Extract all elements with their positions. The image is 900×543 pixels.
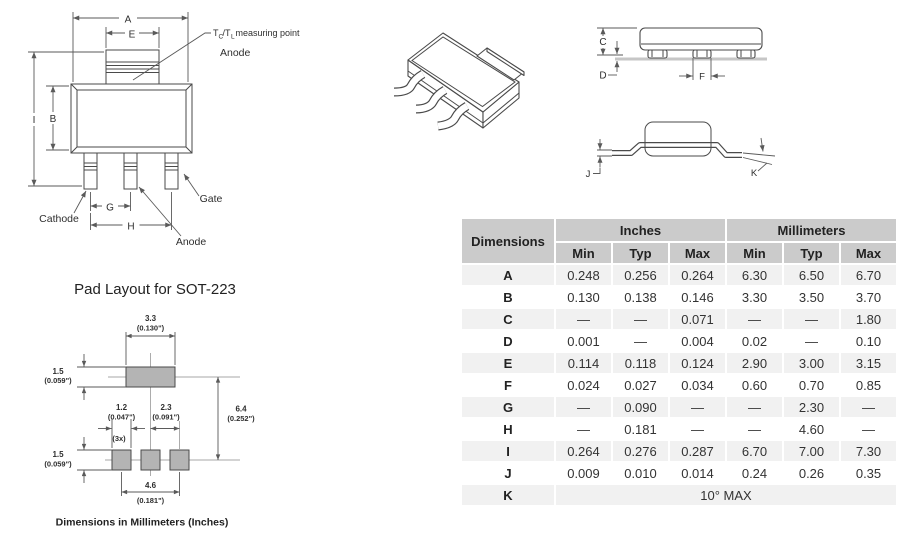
dim-b-label: B — [49, 114, 57, 125]
dim-letter: J — [461, 462, 555, 484]
dim-letter: I — [461, 440, 555, 462]
value-cell: 0.264 — [669, 264, 726, 286]
lead-gate — [165, 153, 178, 189]
value-cell: — — [555, 396, 612, 418]
value-cell: 3.70 — [840, 286, 897, 308]
value-cell: 0.010 — [612, 462, 669, 484]
anode-top-label: Anode — [220, 47, 251, 59]
value-cell: 7.00 — [783, 440, 840, 462]
group-header-inches: Inches — [555, 218, 726, 242]
top-pad-height-in: (0.059") — [44, 376, 72, 385]
table-row — [461, 418, 897, 440]
col-header-max-in: Max — [669, 242, 726, 264]
value-cell: 0.024 — [555, 374, 612, 396]
table-row — [461, 374, 897, 396]
value-cell: 3.15 — [840, 352, 897, 374]
value-cell: 0.014 — [669, 462, 726, 484]
value-cell: — — [726, 396, 783, 418]
value-cell: 0.248 — [555, 264, 612, 286]
dim-letter: A — [461, 264, 555, 286]
table-row — [461, 352, 897, 374]
value-cell: — — [669, 418, 726, 440]
dim-j-label: J — [585, 169, 591, 180]
lead-anode — [124, 153, 137, 189]
value-cell: 0.10 — [840, 330, 897, 352]
lead-pad-2 — [141, 450, 160, 470]
gate-leader — [184, 174, 199, 196]
svg-text:measuring point: measuring point — [235, 28, 300, 38]
pad-layout-caption: Dimensions in Millimeters (Inches) — [55, 516, 229, 529]
dim-letter: B — [461, 286, 555, 308]
value-cell: — — [726, 308, 783, 330]
package-3d-body — [408, 33, 524, 128]
value-cell: 0.02 — [726, 330, 783, 352]
body-outline — [71, 84, 192, 153]
dim-k-label: K — [750, 168, 758, 179]
isometric-view-drawing — [365, 12, 545, 167]
value-cell: 7.30 — [840, 440, 897, 462]
value-cell: 0.287 — [669, 440, 726, 462]
value-cell: 6.70 — [840, 264, 897, 286]
dim-c-label: C — [599, 37, 607, 48]
value-cell: 3.00 — [783, 352, 840, 374]
col-header-dimensions: Dimensions — [461, 218, 555, 264]
value-cell: 0.124 — [669, 352, 726, 374]
dim-e-label: E — [128, 29, 136, 41]
lead-pad-height-mm: 1.5 — [52, 450, 64, 459]
top-pad-width-in: (0.130") — [136, 323, 165, 333]
value-cell: — — [555, 418, 612, 440]
lead-pitch-in: (0.091") — [152, 412, 180, 422]
top-pad-width-mm: 3.3 — [144, 314, 157, 323]
dim-letter: K — [461, 484, 555, 506]
table-row — [461, 330, 897, 352]
value-cell: 0.24 — [726, 462, 783, 484]
svg-text:C: C — [218, 33, 224, 41]
lead-cathode — [84, 153, 97, 189]
dim-a-label: A — [124, 14, 132, 26]
value-cell: 0.70 — [783, 374, 840, 396]
value-cell: 0.256 — [612, 264, 669, 286]
outer-lead-span-mm: 4.6 — [144, 481, 157, 490]
pad-layout-title: Pad Layout for SOT-223 — [74, 281, 236, 298]
pad-dimension-lines — [77, 332, 218, 496]
row-pitch-mm: 6.4 — [235, 404, 247, 414]
value-cell: — — [555, 308, 612, 330]
col-header-max-mm: Max — [840, 242, 897, 264]
value-cell: 0.034 — [669, 374, 726, 396]
value-cell: — — [783, 308, 840, 330]
table-row — [461, 396, 897, 418]
value-cell: 0.35 — [840, 462, 897, 484]
value-cell: 0.071 — [669, 308, 726, 330]
value-cell: 2.30 — [783, 396, 840, 418]
value-cell: 0.60 — [726, 374, 783, 396]
table-row — [461, 462, 897, 484]
value-cell: 6.50 — [783, 264, 840, 286]
value-cell: 2.90 — [726, 352, 783, 374]
dim-d-label: D — [599, 70, 607, 82]
lead-pad-1 — [112, 450, 131, 470]
dimensions-table — [460, 217, 898, 507]
dim-h-label: H — [127, 221, 135, 233]
svg-text:L: L — [231, 33, 235, 41]
value-cell: — — [612, 330, 669, 352]
anode-leader — [139, 187, 181, 236]
col-header-typ-mm: Typ — [783, 242, 840, 264]
anode-bottom-label: Anode — [175, 236, 207, 248]
outer-lead-span-in: (0.181") — [136, 496, 165, 505]
top-pad-height-mm: 1.5 — [52, 367, 64, 376]
col-header-typ-in: Typ — [612, 242, 669, 264]
value-cell: 0.009 — [555, 462, 612, 484]
value-cell: 0.114 — [555, 352, 612, 374]
dim-letter: C — [461, 308, 555, 330]
dim-letter: G — [461, 396, 555, 418]
value-cell: 0.276 — [612, 440, 669, 462]
value-cell: 6.30 — [726, 264, 783, 286]
dim-f-label: F — [699, 71, 705, 83]
gate-label: Gate — [199, 193, 223, 205]
group-header-millimeters: Millimeters — [726, 218, 897, 242]
value-cell: 0.146 — [669, 286, 726, 308]
row-pitch-in: (0.252") — [227, 414, 255, 423]
dim-letter: F — [461, 374, 555, 396]
lead-pad-width-in: (0.047") — [107, 412, 136, 422]
lead-pitch-mm: 2.3 — [160, 403, 172, 412]
value-cell: 0.090 — [612, 396, 669, 418]
value-cell: 3.50 — [783, 286, 840, 308]
dim-letter: H — [461, 418, 555, 440]
lead-pad-3 — [170, 450, 189, 470]
side-views-drawing — [575, 10, 805, 205]
col-header-min-in: Min — [555, 242, 612, 264]
measuring-point-label: T — [213, 28, 219, 38]
tab-pad — [126, 367, 175, 387]
svg-text:/T: /T — [222, 28, 231, 38]
value-cell: 0.85 — [840, 374, 897, 396]
value-cell: 0.027 — [612, 374, 669, 396]
value-cell: — — [840, 418, 897, 440]
value-cell: — — [669, 396, 726, 418]
value-cell: 0.264 — [555, 440, 612, 462]
value-cell: — — [783, 330, 840, 352]
lead-pad-height-in: (0.059") — [44, 459, 72, 469]
dim-g-label: G — [106, 202, 114, 214]
table-row — [461, 286, 897, 308]
table-row — [461, 264, 897, 286]
table-row — [461, 308, 897, 330]
value-cell: 6.70 — [726, 440, 783, 462]
table-row — [461, 440, 897, 462]
cathode-label: Cathode — [39, 213, 79, 225]
table-header-row — [461, 218, 897, 242]
dim-i-label: I — [32, 115, 36, 126]
value-cell: 0.004 — [669, 330, 726, 352]
elevation-view — [597, 28, 767, 83]
value-cell: 0.181 — [612, 418, 669, 440]
front-view-drawing — [0, 0, 310, 260]
cathode-leader — [74, 191, 86, 213]
value-cell: — — [612, 308, 669, 330]
value-cell: 1.80 — [840, 308, 897, 330]
value-cell: 0.001 — [555, 330, 612, 352]
value-cell: 0.26 — [783, 462, 840, 484]
value-cell: 0.130 — [555, 286, 612, 308]
table-row-k — [461, 484, 897, 506]
pad-layout-drawing — [30, 280, 290, 540]
dim-letter: E — [461, 352, 555, 374]
lead-pad-width-mm: 1.2 — [115, 403, 128, 412]
value-cell: 0.138 — [612, 286, 669, 308]
value-cell-span: 10° MAX — [555, 484, 897, 506]
value-cell: 3.30 — [726, 286, 783, 308]
package-front-outline — [71, 50, 192, 189]
section-view — [586, 122, 775, 180]
value-cell: — — [726, 418, 783, 440]
tab-outline — [106, 50, 159, 84]
value-cell: 0.118 — [612, 352, 669, 374]
lead-pad-count: (3x) — [112, 434, 126, 443]
col-header-min-mm: Min — [726, 242, 783, 264]
value-cell: — — [840, 396, 897, 418]
value-cell: 4.60 — [783, 418, 840, 440]
dim-letter: D — [461, 330, 555, 352]
